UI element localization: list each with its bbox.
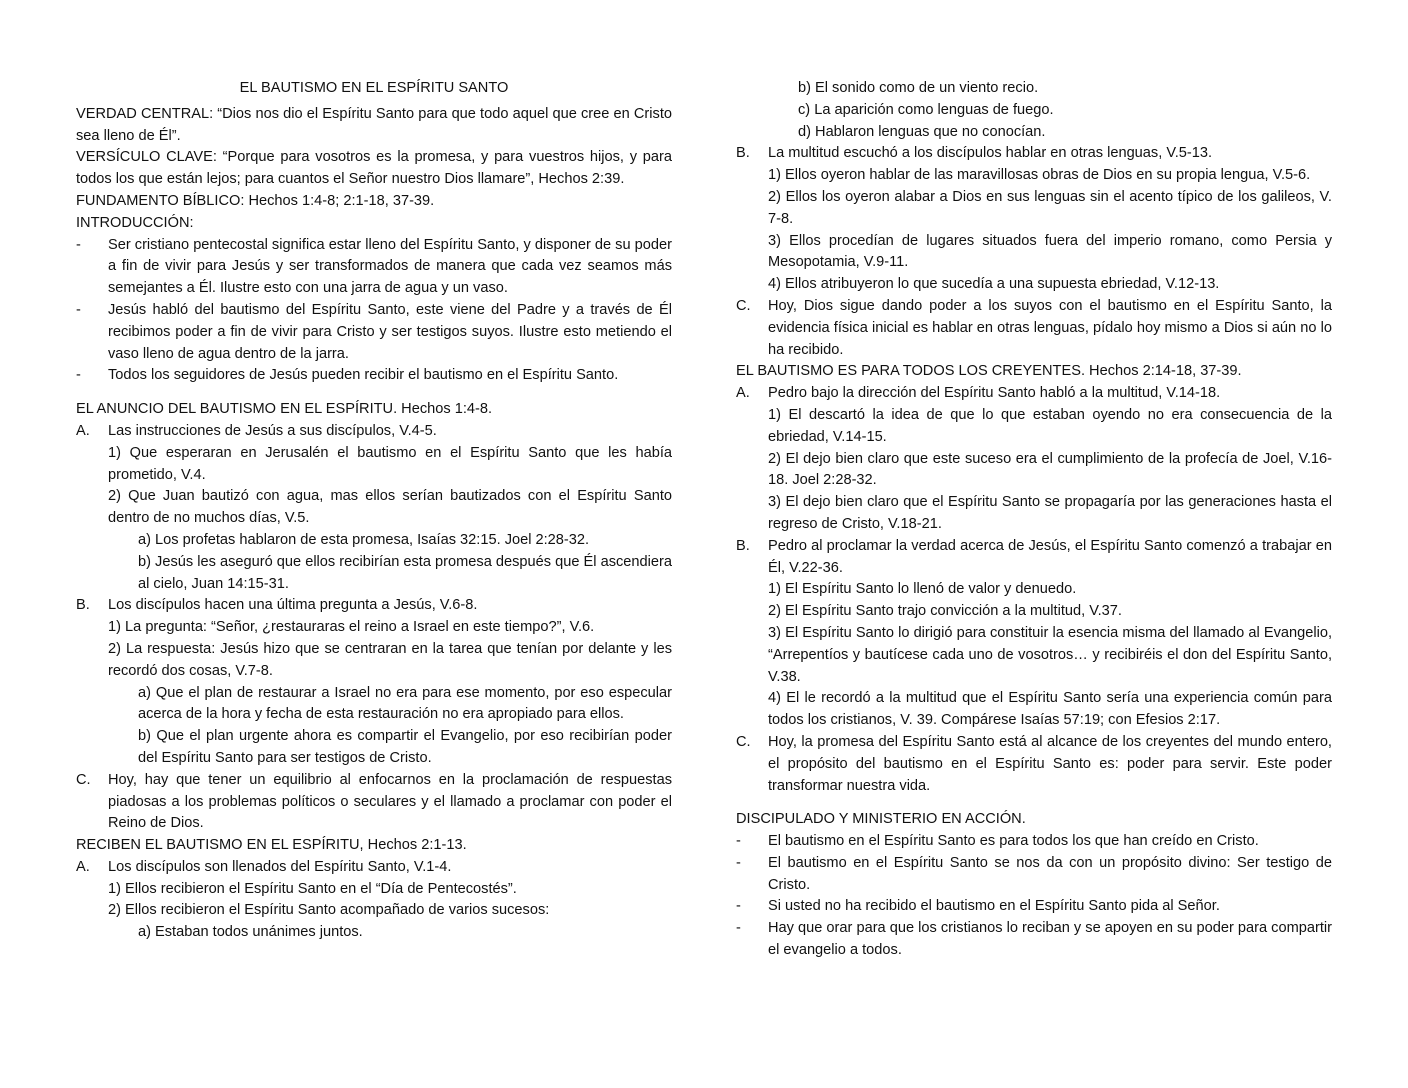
section-4-item-3: Si usted no ha recibido el bautismo en el Espíritu Santo pida al Señor. — [768, 898, 1220, 915]
intro-item-3: Todos los seguidores de Jesús pueden recibir el bautismo en el Espíritu Santo. — [108, 367, 619, 384]
section-2-heading: RECIBEN EL BAUTISMO EN EL ESPÍRITU, Hechos 2:1-13. — [76, 837, 467, 854]
section-1-b-2-a: a) Que el plan de restaurar a Israel no era para ese momento, por eso especular acerca de la hora y fecha de esta restauración no era apropiado para ellos. — [138, 684, 672, 723]
list-item — [736, 383, 1332, 405]
section-2-a-2-c: c) La aparición como lenguas de fuego. — [798, 101, 1054, 118]
section-2-b-4: 4) Ellos atribuyeron lo que sucedía a una supuesta ebriedad, V.12-13. — [768, 276, 1220, 293]
letter-marker: C. — [76, 771, 91, 788]
list-item — [736, 853, 1332, 897]
section-2-a-2-d: d) Hablaron lenguas que no conocían. — [798, 123, 1046, 140]
list-item — [736, 732, 1332, 797]
list-item — [76, 770, 672, 835]
list-item — [76, 300, 672, 365]
section-1-point-b: Los discípulos hacen una última pregunta a Jesús, V.6-8. — [108, 597, 478, 614]
list-item — [76, 595, 672, 617]
section-4-heading: DISCIPULADO Y MINISTERIO EN ACCIÓN. — [736, 811, 1026, 828]
document-title: EL BAUTISMO EN EL ESPÍRITU SANTO — [239, 80, 509, 96]
list-item — [736, 918, 1332, 962]
list-item — [736, 143, 1332, 165]
section-2-a-2-b: b) El sonido como de un viento recio. — [798, 80, 1039, 96]
list-item — [736, 536, 1332, 580]
section-1-b-2-b: b) Que el plan urgente ahora es compartir el Evangelio, por eso recibirían poder del Espíritu Santo para ser testigos de Cristo. — [138, 728, 672, 766]
section-1-a-2: 2) Que Juan bautizó con agua, mas ellos serían bautizados con el Espíritu Santo dentro de no muchos días, V.5. — [108, 488, 672, 527]
dash-marker: - — [76, 301, 81, 318]
section-3-b-4: 4) El le recordó a la multitud que el Espíritu Santo sería una experiencia común para todos los cristianos, V. 39. Compárese Isaías 57:19; con Efesios 2:17. — [768, 690, 1332, 729]
section-2-a-2: 2) Ellos recibieron el Espíritu Santo acompañado de varios sucesos: — [108, 902, 550, 919]
intro-item-1: Ser cristiano pentecostal significa estar lleno del Espíritu Santo, y disponer de su poder a fin de vivir para Jesús y ser transformados de manera que cada vez seamos más semejantes a Él. Ilustre esto con una jarra de agua y un vaso. — [108, 236, 672, 297]
section-1-point-c: Hoy, hay que tener un equilibrio al enfocarnos en la proclamación de respuestas piadosas a los problemas políticos o seculares y el llamado a proclamar con poder el Reino de Dios. — [108, 771, 672, 832]
letter-marker: B. — [736, 145, 750, 162]
section-4-item-2: El bautismo en el Espíritu Santo se nos da con un propósito divino: Ser testigo de Cristo. — [768, 854, 1332, 893]
section-1-b-1: 1) La pregunta: “Señor, ¿restauraras el reino a Israel en este tiempo?”, V.6. — [108, 619, 595, 636]
section-2-a-2-a: a) Estaban todos unánimes juntos. — [138, 924, 363, 941]
section-3-b-3: 3) El Espíritu Santo lo dirigió para constituir la esencia misma del llamado al Evangelio, “Arrepentíos y bautícese cada uno de vosotros… y recibiréis el don del Espíritu Santo, V.38. — [768, 624, 1332, 685]
section-2-point-b: La multitud escuchó a los discípulos hablar en otras lenguas, V.5-13. — [768, 145, 1213, 162]
section-3-point-a: Pedro bajo la dirección del Espíritu Santo habló a la multitud, V.14-18. — [768, 385, 1221, 402]
section-3-heading: EL BAUTISMO ES PARA TODOS LOS CREYENTES. Hechos 2:14-18, 37-39. — [736, 363, 1242, 380]
section-3-b-1: 1) El Espíritu Santo lo llenó de valor y denuedo. — [768, 581, 1077, 598]
section-2-b-3: 3) Ellos procedían de lugares situados fuera del imperio romano, como Persia y Mesopotamia, V.9-11. — [768, 232, 1332, 271]
dash-marker: - — [736, 854, 741, 871]
section-2-point-c: Hoy, Dios sigue dando poder a los suyos con el bautismo en el Espíritu Santo, la evidencia física inicial es hablar en otras lenguas, pídalo hoy mismo a Dios si aún no lo ha recibido. — [768, 297, 1332, 358]
letter-marker: A. — [76, 858, 90, 875]
list-item — [76, 857, 672, 879]
right-column — [736, 78, 1332, 962]
section-4-item-4: Hay que orar para que los cristianos lo reciban y se apoyen en su poder para compartir el evangelio a todos. — [768, 920, 1332, 959]
section-1-b-2: 2) La respuesta: Jesús hizo que se centraran en la tarea que tenían por delante y les recordó dos cosas, V.7-8. — [108, 640, 672, 679]
versiculo-clave: VERSÍCULO CLAVE: “Porque para vosotros es la promesa, y para vuestros hijos, y para todos los que están lejos; para cuantos el Señor nuestro Dios llamare”, Hechos 2:39. — [76, 149, 672, 188]
list-item — [76, 365, 672, 387]
dash-marker: - — [76, 236, 81, 253]
letter-marker: A. — [76, 422, 90, 439]
section-4-item-1: El bautismo en el Espíritu Santo es para todos los que han creído en Cristo. — [768, 833, 1259, 850]
dash-marker: - — [736, 833, 741, 850]
letter-marker: C. — [736, 297, 751, 314]
section-1-heading: EL ANUNCIO DEL BAUTISMO EN EL ESPÍRITU. Hechos 1:4-8. — [76, 401, 493, 418]
fundamento-biblico: FUNDAMENTO BÍBLICO: Hechos 1:4-8; 2:1-18, 37-39. — [76, 192, 435, 209]
section-2-a-1: 1) Ellos recibieron el Espíritu Santo en el “Día de Pentecostés”. — [108, 880, 517, 897]
section-3-b-2: 2) El Espíritu Santo trajo convicción a la multitud, V.37. — [768, 603, 1122, 620]
section-3-point-c: Hoy, la promesa del Espíritu Santo está al alcance de los creyentes del mundo entero, el propósito del bautismo en el Espíritu Santo es: poder para servir. Este poder transformar nuestra vida. — [768, 733, 1332, 794]
section-3-point-b: Pedro al proclamar la verdad acerca de Jesús, el Espíritu Santo comenzó a trabajar en Él, V.22-36. — [768, 537, 1332, 576]
letter-marker: C. — [736, 733, 751, 750]
intro-heading: INTRODUCCIÓN: — [76, 214, 194, 231]
letter-marker: B. — [736, 537, 750, 554]
list-item — [736, 296, 1332, 361]
section-2-b-1: 1) Ellos oyeron hablar de las maravillosas obras de Dios en su propia lengua, V.5-6. — [768, 167, 1311, 184]
section-1-a-2-b: b) Jesús les aseguró que ellos recibirían esta promesa después que Él ascendiera al cielo, Juan 14:15-31. — [138, 553, 672, 592]
section-2-b-2: 2) Ellos los oyeron alabar a Dios en sus lenguas sin el acento típico de los galileos, V. 7-8. — [768, 188, 1332, 227]
verdad-central: VERDAD CENTRAL: “Dios nos dio el Espíritu Santo para que todo aquel que cree en Cristo sea lleno de Él”. — [76, 105, 672, 144]
section-3-a-3: 3) El dejo bien claro que el Espíritu Santo se propagaría por las generaciones hasta el regreso de Cristo, V.18-21. — [768, 494, 1332, 532]
dash-marker: - — [736, 898, 741, 915]
letter-marker: A. — [736, 385, 750, 402]
list-item — [76, 235, 672, 300]
dash-marker: - — [76, 367, 81, 384]
section-1-point-a: Las instrucciones de Jesús a sus discípulos, V.4-5. — [108, 422, 437, 439]
section-1-a-2-a: a) Los profetas hablaron de esta promesa, Isaías 32:15. Joel 2:28-32. — [138, 531, 590, 548]
section-3-a-1: 1) El descartó la idea de que lo que estaban oyendo no era consecuencia de la ebriedad, V.14-15. — [768, 406, 1332, 445]
section-1-a-1: 1) Que esperaran en Jerusalén el bautismo en el Espíritu Santo que les había prometido, V.4. — [108, 444, 672, 483]
left-column — [76, 78, 672, 944]
letter-marker: B. — [76, 597, 90, 614]
dash-marker: - — [736, 920, 741, 937]
intro-item-2: Jesús habló del bautismo del Espíritu Santo, este viene del Padre y a través de Él recibimos poder a fin de vivir para Cristo y ser testigos suyos. Ilustre esto metiendo el vaso lleno de agua dentro de la jarra. — [108, 301, 672, 362]
list-item — [736, 896, 1332, 918]
list-item — [736, 831, 1332, 853]
section-3-a-2: 2) El dejo bien claro que este suceso era el cumplimiento de la profecía de Joel, V.16-18. Joel 2:28-32. — [768, 450, 1332, 489]
section-2-point-a: Los discípulos son llenados del Espíritu Santo, V.1-4. — [108, 858, 452, 875]
list-item — [76, 421, 672, 443]
